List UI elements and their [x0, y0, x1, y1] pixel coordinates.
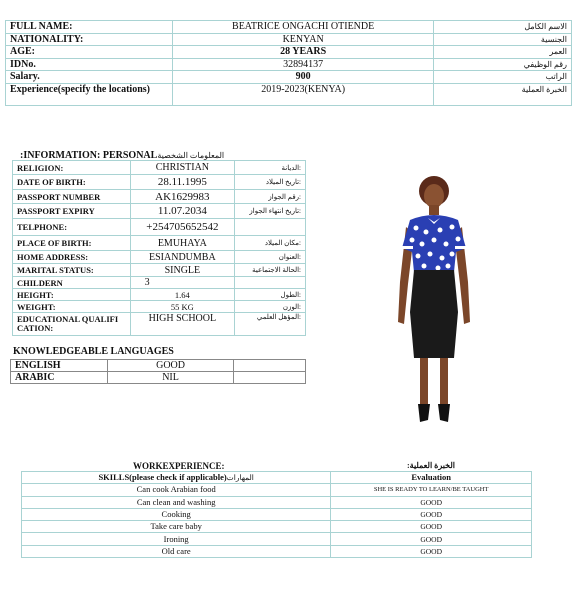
work-experience-title: WORKEXPERIENCE:	[133, 461, 225, 471]
header-row	[6, 83, 572, 105]
language-extra	[234, 360, 306, 372]
personal-value: ESIANDUMBA	[130, 251, 235, 264]
dot	[450, 225, 455, 230]
header-label: NATIONALITY:	[6, 33, 173, 46]
personal-value: +254705652542	[130, 219, 235, 236]
neck-shape	[429, 205, 439, 215]
personal-info-title-en: :INFORMATION: PERSONAL	[20, 150, 158, 161]
personal-row	[13, 313, 306, 336]
skills-header-text: SKILLS(please check if applicable)	[98, 472, 227, 483]
language-name: ENGLISH	[11, 360, 108, 372]
personal-value: 55 KG	[130, 301, 235, 313]
header-value: BEATRICE ONGACHI OTIENDE	[172, 21, 433, 34]
dot	[416, 254, 421, 259]
header-row	[6, 46, 572, 59]
header-label: IDNo.	[6, 58, 173, 71]
personal-value: 3	[130, 277, 235, 289]
work-row	[22, 521, 532, 533]
dot	[438, 228, 443, 233]
personal-value: SINGLE	[130, 264, 235, 277]
personal-label: PLACE OF BIRTH:	[13, 236, 131, 251]
skill-evaluation: GOOD	[331, 533, 532, 545]
dot	[422, 264, 427, 269]
header-label: FULL NAME:	[6, 21, 173, 34]
language-name: ARABIC	[11, 372, 108, 384]
personal-row	[13, 251, 306, 264]
header-value: KENYAN	[172, 33, 433, 46]
personal-arabic: :مكان الميلاد	[235, 236, 306, 251]
skill-name: Old care	[22, 545, 331, 557]
languages-title: KNOWLEDGEABLE LANGUAGES	[13, 346, 174, 357]
personal-arabic: :تاريخ الميلاد	[235, 175, 306, 190]
dot	[432, 238, 437, 243]
header-label: AGE:	[6, 46, 173, 59]
header-value: 32894137	[172, 58, 433, 71]
personal-value: HIGH SCHOOL	[130, 313, 235, 336]
personal-label: PASSPORT NUMBER	[13, 190, 131, 204]
header-table	[5, 20, 572, 106]
personal-value: CHRISTIAN	[130, 161, 235, 175]
dot	[444, 242, 449, 247]
work-header-row	[22, 472, 532, 484]
language-row	[11, 360, 306, 372]
language-level: NIL	[107, 372, 234, 384]
dot	[410, 238, 415, 243]
header-arabic: رقم الوظيفي	[434, 58, 572, 71]
personal-info-table	[12, 160, 306, 336]
personal-label: WEIGHT:	[13, 301, 131, 313]
personal-row	[13, 301, 306, 313]
skirt-shape	[410, 270, 458, 358]
personal-arabic: :تاريخ انتهاء الجواز	[235, 204, 306, 219]
header-value: 28 YEARS	[172, 46, 433, 59]
dot	[420, 242, 425, 247]
skill-evaluation: SHE IS READY TO LEARN/BE TAUGHT	[331, 484, 532, 496]
personal-value: 11.07.2034	[130, 204, 235, 219]
header-arabic: الاسم الكامل	[434, 21, 572, 34]
work-row	[22, 496, 532, 508]
dot	[440, 256, 445, 261]
personal-arabic: :الحالة الاجتماعية	[235, 264, 306, 277]
personal-row	[13, 190, 306, 204]
personal-label: DATE OF BIRTH:	[13, 175, 131, 190]
work-experience-title-ar: الخبرة العملية:	[407, 461, 456, 470]
header-row	[6, 71, 572, 84]
candidate-photo	[388, 172, 480, 426]
skill-evaluation: GOOD	[331, 496, 532, 508]
personal-value: 28.11.1995	[130, 175, 235, 190]
dot	[456, 237, 461, 242]
personal-arabic: :الطول	[235, 289, 306, 301]
dot	[450, 252, 455, 257]
face-shape	[424, 184, 444, 208]
evaluation-header: Evaluation	[331, 472, 532, 484]
header-arabic: الراتب	[434, 71, 572, 84]
skills-header	[22, 472, 331, 484]
personal-value: 1.64	[130, 289, 235, 301]
header-value: 900	[172, 71, 433, 84]
work-experience-table	[21, 471, 532, 558]
skill-name: Cooking	[22, 508, 331, 520]
work-row	[22, 484, 532, 496]
personal-arabic: :الديانة	[235, 161, 306, 175]
skill-evaluation: GOOD	[331, 508, 532, 520]
header-label: Salary.	[6, 71, 173, 84]
personal-label: PASSPORT EXPIRY	[13, 204, 131, 219]
left-cuff	[401, 246, 413, 249]
skill-name: Can clean and washing	[22, 496, 331, 508]
personal-info-title-ar: المعلومات الشخصية	[157, 151, 225, 160]
dot	[446, 264, 451, 269]
personal-label: MARITAL STATUS:	[13, 264, 131, 277]
personal-row	[13, 236, 306, 251]
skill-name: Can cook Arabian food	[22, 484, 331, 496]
work-row	[22, 545, 532, 557]
header-value: 2019-2023(KENYA)	[172, 83, 433, 105]
personal-row	[13, 204, 306, 219]
dot	[428, 252, 433, 257]
personal-row	[13, 175, 306, 190]
personal-label: EDUCATIONAL QUALIFI CATION:	[13, 313, 131, 336]
dot	[436, 266, 441, 271]
left-leg	[420, 358, 428, 406]
personal-arabic	[235, 277, 306, 289]
header-arabic: العمر	[434, 46, 572, 59]
skill-evaluation: GOOD	[331, 521, 532, 533]
skill-name: Ironing	[22, 533, 331, 545]
header-row	[6, 33, 572, 46]
header-row	[6, 21, 572, 34]
personal-arabic: :المؤهل العلمي	[235, 313, 306, 336]
personal-value: AK1629983	[130, 190, 235, 204]
personal-arabic: :رقم الجواز	[235, 190, 306, 204]
header-arabic: الجنسية	[434, 33, 572, 46]
left-shoe	[418, 404, 430, 422]
languages-table	[10, 359, 306, 384]
right-shoe	[438, 404, 450, 422]
right-cuff	[455, 246, 467, 249]
personal-value: EMUHAYA	[130, 236, 235, 251]
work-row	[22, 508, 532, 520]
skill-name: Take care baby	[22, 521, 331, 533]
right-leg	[440, 358, 448, 406]
work-row	[22, 533, 532, 545]
personal-row	[13, 219, 306, 236]
personal-row	[13, 289, 306, 301]
personal-label: HOME ADDRESS:	[13, 251, 131, 264]
language-row	[11, 372, 306, 384]
personal-row	[13, 161, 306, 175]
language-level: GOOD	[107, 360, 234, 372]
skills-header-ar: المهارات	[226, 473, 254, 483]
header-label: Experience(specify the locations)	[6, 83, 173, 105]
personal-arabic: :الوزن	[235, 301, 306, 313]
personal-arabic	[235, 219, 306, 236]
dot	[414, 226, 419, 231]
dot	[424, 230, 429, 235]
header-row	[6, 58, 572, 71]
header-arabic: الخبرة العملية	[434, 83, 572, 105]
personal-label: RELIGION:	[13, 161, 131, 175]
personal-row	[13, 277, 306, 289]
personal-label: CHILDERN	[13, 277, 131, 289]
personal-arabic: :العنوان	[235, 251, 306, 264]
language-extra	[234, 372, 306, 384]
personal-label: HEIGHT:	[13, 289, 131, 301]
personal-row	[13, 264, 306, 277]
personal-label: TELPHONE:	[13, 219, 131, 236]
skill-evaluation: GOOD	[331, 545, 532, 557]
